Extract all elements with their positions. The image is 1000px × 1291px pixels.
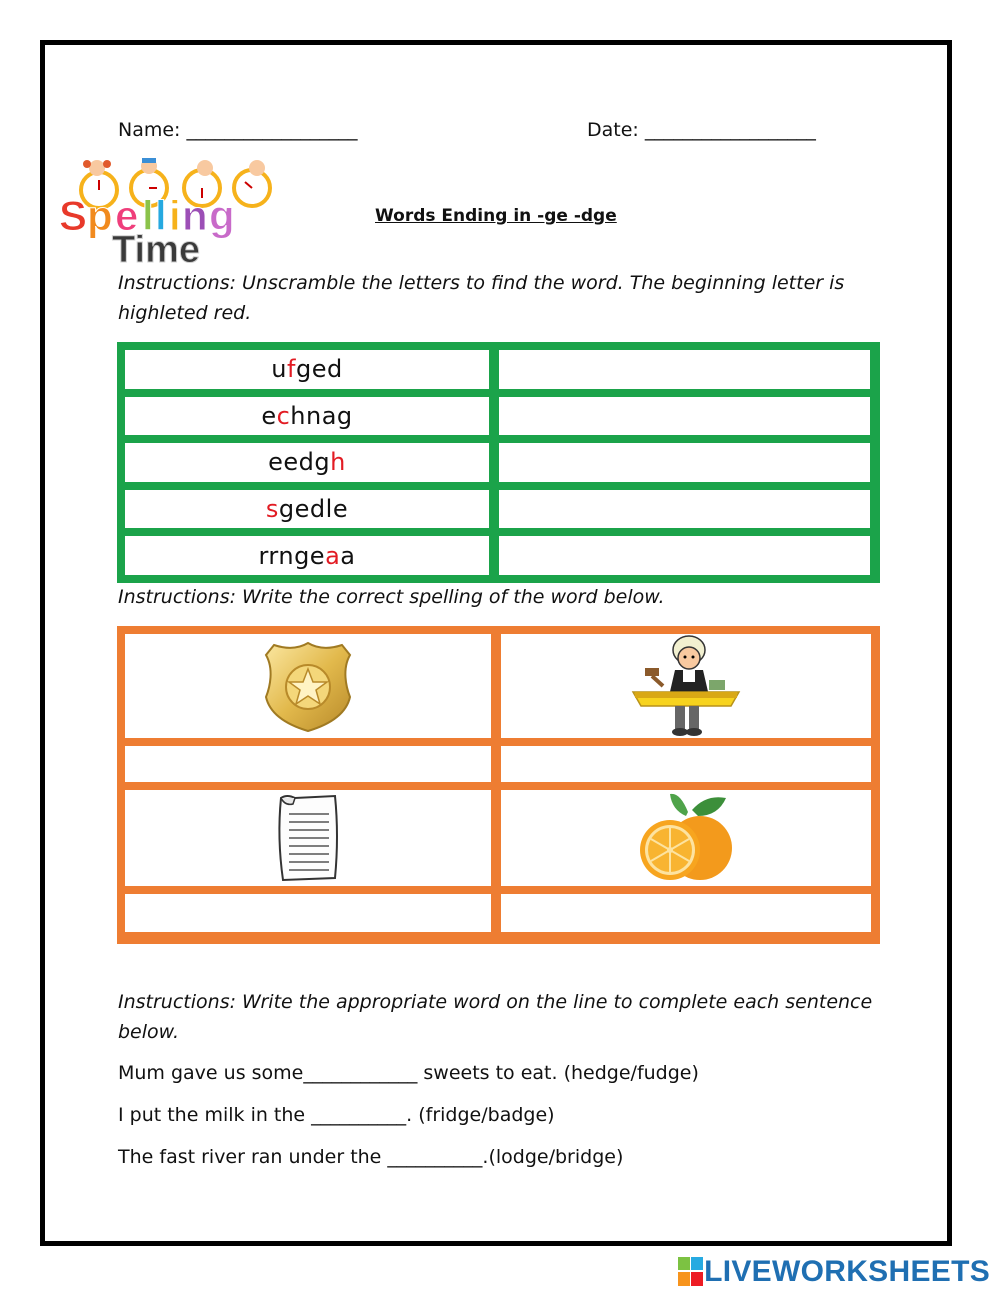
svg-text:g: g (209, 192, 235, 239)
scrambled-word: e c hnag (125, 397, 489, 436)
name-field-label: Name: __________________ (118, 119, 358, 141)
sentence-item: The fast river ran under the __________.(lodge/bridge) (118, 1146, 624, 1168)
scrambled-word: s gedle (125, 490, 489, 529)
date-field-label: Date: __________________ (587, 119, 816, 141)
answer-cell[interactable] (501, 746, 871, 782)
liveworksheets-brand (678, 1255, 990, 1289)
svg-text:l: l (155, 192, 167, 239)
answer-cell[interactable] (499, 490, 870, 529)
instructions-sentences: Instructions: Write the appropriate word on the line to complete each sentence below. (118, 991, 873, 1043)
svg-text:l: l (142, 192, 154, 239)
scrambled-word: eedg h (125, 443, 489, 482)
scrambled-word: u f ged (125, 350, 489, 389)
unscramble-table (117, 342, 880, 583)
page-icon (273, 792, 343, 884)
sentence-item: Mum gave us some____________ sweets to eat. (hedge/fudge) (118, 1062, 699, 1084)
answer-cell[interactable] (499, 350, 870, 389)
orange-icon (636, 790, 736, 886)
answer-cell[interactable] (501, 894, 871, 932)
answer-cell[interactable] (125, 894, 491, 932)
liveworksheets-logo-icon (678, 1257, 704, 1287)
answer-cell[interactable] (499, 443, 870, 482)
svg-text:S: S (59, 192, 88, 239)
svg-text:e: e (115, 192, 139, 239)
judge-picture-cell (501, 634, 871, 738)
page-picture-cell (125, 790, 491, 886)
orange-picture-cell (501, 790, 871, 886)
scrambled-word: rrnge a a (125, 536, 489, 575)
svg-text:p: p (87, 192, 113, 239)
svg-text:i: i (169, 192, 181, 239)
worksheet-title: Words Ending in -ge -dge (375, 206, 617, 226)
instructions-spelling: Instructions: Write the correct spelling of the word below. (118, 586, 665, 608)
badge-picture-cell (125, 634, 491, 738)
judge-icon (631, 634, 741, 738)
sentence-item: I put the milk in the __________. (fridge/badge) (118, 1104, 555, 1126)
svg-text:n: n (182, 192, 208, 239)
svg-text:Time: Time (112, 229, 201, 268)
badge-icon (258, 639, 358, 734)
answer-cell[interactable] (499, 536, 870, 575)
instructions-unscramble: Instructions: Unscramble the letters to find the word. The beginning letter is highleted red. (118, 272, 845, 324)
answer-cell[interactable] (125, 746, 491, 782)
answer-cell[interactable] (499, 397, 870, 436)
picture-spelling-table (117, 626, 880, 944)
spelling-time-logo (57, 158, 292, 268)
liveworksheets-text: LIVEWORKSHEETS (704, 1255, 990, 1288)
